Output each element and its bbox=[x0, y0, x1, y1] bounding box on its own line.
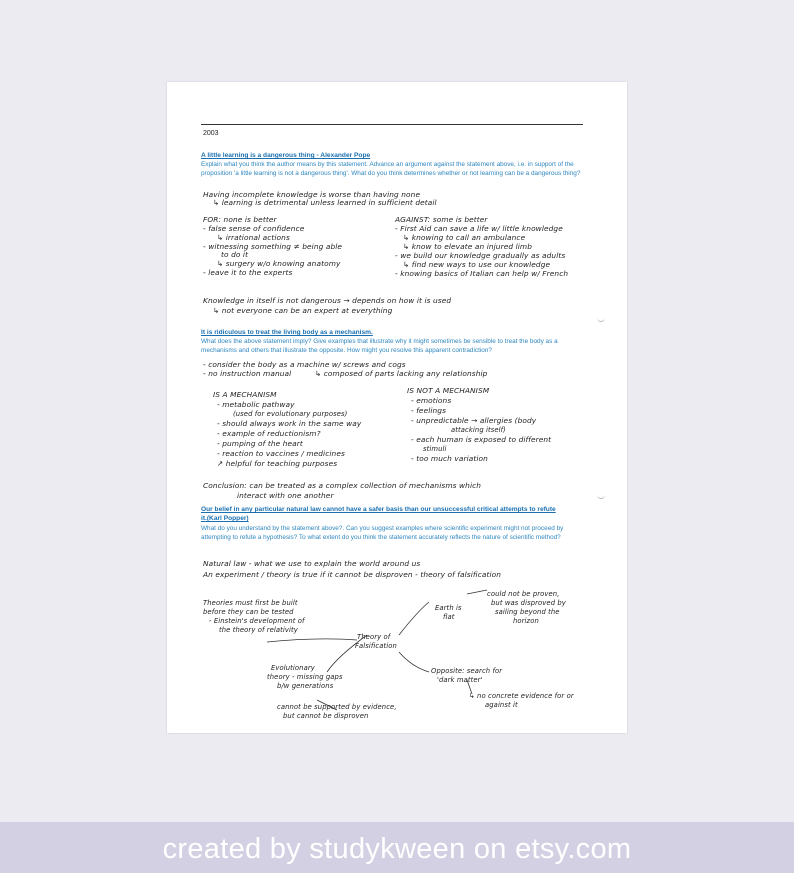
section2-heading: It is ridiculous to treat the living body as a mechanism. bbox=[201, 329, 373, 336]
note: - Einstein's development of bbox=[209, 617, 305, 625]
note: Natural law - what we use to explain the world around us bbox=[203, 559, 421, 568]
note: (used for evolutionary purposes) bbox=[233, 410, 348, 418]
section3-heading-cont: it.(Karl Popper) bbox=[201, 515, 249, 522]
note: Theories must first be built bbox=[203, 599, 298, 607]
note: - consider the body as a machine w/ screws and cogs bbox=[203, 360, 406, 369]
note: - should always work in the same way bbox=[217, 419, 362, 428]
note: Earth is bbox=[435, 604, 462, 612]
note: b/w generations bbox=[277, 682, 334, 690]
note: to do it bbox=[221, 250, 249, 259]
note: - knowing basics of Italian can help w/ French bbox=[395, 269, 569, 278]
note: flat bbox=[443, 613, 455, 621]
note: - false sense of confidence bbox=[203, 224, 305, 233]
note: - no instruction manual bbox=[203, 369, 292, 378]
section3-prompt: What do you understand by the statement above?. Can you suggest examples where scientific experiment might not proceed by attempting to refute a hypothesis? To what extent do you think the statement accurately reflects the nature of scientific method? bbox=[201, 525, 564, 541]
note: theory - missing gaps bbox=[267, 673, 343, 681]
note: - unpredictable → allergies (body bbox=[411, 416, 537, 425]
section1-prompt: Explain what you think the author means by this statement. Advance an argument against the statement above, i.e. in support of the proposition 'a little learning is not a dangerous thing'. What do you think determines whether or not learning can be a dangerous thing? bbox=[201, 161, 581, 177]
note: FOR: none is better bbox=[203, 215, 277, 224]
note: - feelings bbox=[411, 406, 447, 415]
note: before they can be tested bbox=[203, 608, 294, 616]
note: - each human is exposed to different bbox=[411, 435, 552, 444]
note: ↳ knowing to call an ambulance bbox=[403, 233, 526, 242]
watermark-footer bbox=[0, 822, 794, 873]
worksheet-page bbox=[167, 82, 627, 733]
note: - example of reductionism? bbox=[217, 429, 321, 438]
note: interact with one another bbox=[237, 491, 334, 500]
mind-map-connectors bbox=[167, 82, 627, 733]
note: - reaction to vaccines / medicines bbox=[217, 449, 345, 458]
note: Conclusion: can be treated as a complex collection of mechanisms which bbox=[203, 481, 482, 490]
note: ↳ know to elevate an injured limb bbox=[403, 242, 532, 251]
note: - emotions bbox=[411, 396, 452, 405]
note: Knowledge in itself is not dangerous → depends on how it is used bbox=[203, 296, 452, 305]
note: cannot be supported by evidence, bbox=[277, 703, 397, 711]
note: An experiment / theory is true if it cannot be disproven - theory of falsification bbox=[203, 570, 502, 579]
note: - too much variation bbox=[411, 454, 488, 463]
note: ↳ learning is detrimental unless learned in sufficient detail bbox=[213, 198, 437, 207]
note: Evolutionary bbox=[271, 664, 315, 672]
note: ↳ no concrete evidence for or bbox=[469, 692, 574, 700]
note: - we build our knowledge gradually as adults bbox=[395, 251, 566, 260]
mind-map-center: Falsification bbox=[355, 642, 397, 650]
note: ↳ irrational actions bbox=[217, 233, 290, 242]
note: AGAINST: some is better bbox=[395, 215, 488, 224]
note: ↳ surgery w/o knowing anatomy bbox=[217, 259, 341, 268]
section3-heading: Our belief in any particular natural law cannot have a safer basis than our unsuccessful critical attempts to refute bbox=[201, 506, 556, 513]
note: stimuli bbox=[423, 445, 447, 453]
year-label: 2003 bbox=[203, 130, 219, 137]
note: IS NOT A MECHANISM bbox=[407, 386, 490, 395]
note: Opposite: search for bbox=[431, 667, 503, 675]
note: could not be proven, bbox=[487, 590, 560, 598]
note: sailing beyond the bbox=[495, 608, 560, 616]
note: the theory of relativity bbox=[219, 626, 298, 634]
note: - metabolic pathway bbox=[217, 400, 295, 409]
note: - First Aid can save a life w/ little knowledge bbox=[395, 224, 563, 233]
note: horizon bbox=[513, 617, 539, 625]
watermark-text: created by studykween on etsy.com bbox=[162, 833, 632, 865]
note: IS A MECHANISM bbox=[213, 390, 277, 399]
note: ↗ helpful for teaching purposes bbox=[217, 459, 338, 468]
note: ↳ composed of parts lacking any relationship bbox=[315, 369, 488, 378]
note: against it bbox=[485, 701, 518, 709]
note: ↳ not everyone can be an expert at everything bbox=[213, 306, 393, 315]
section2-prompt: What does the above statement imply? Give examples that illustrate why it might sometimes be sensible to treat the body as a mechanisms and others that illustrate the opposite. How might you resolve this apparent contradiction? bbox=[201, 338, 558, 354]
note: - pumping of the heart bbox=[217, 439, 303, 448]
note: 'dark matter' bbox=[437, 676, 483, 684]
mind-map-center: Theory of bbox=[357, 633, 391, 641]
note: Having incomplete knowledge is worse than having none bbox=[203, 190, 421, 199]
note: but cannot be disproven bbox=[283, 712, 369, 720]
section1-heading: A little learning is a dangerous thing - Alexander Pope bbox=[201, 152, 371, 159]
note: - leave it to the experts bbox=[203, 268, 293, 277]
note: - witnessing something ≠ being able bbox=[203, 242, 343, 251]
note: but was disproved by bbox=[491, 599, 566, 607]
note: attacking itself) bbox=[451, 426, 506, 434]
note: ↳ find new ways to use our knowledge bbox=[403, 260, 551, 269]
